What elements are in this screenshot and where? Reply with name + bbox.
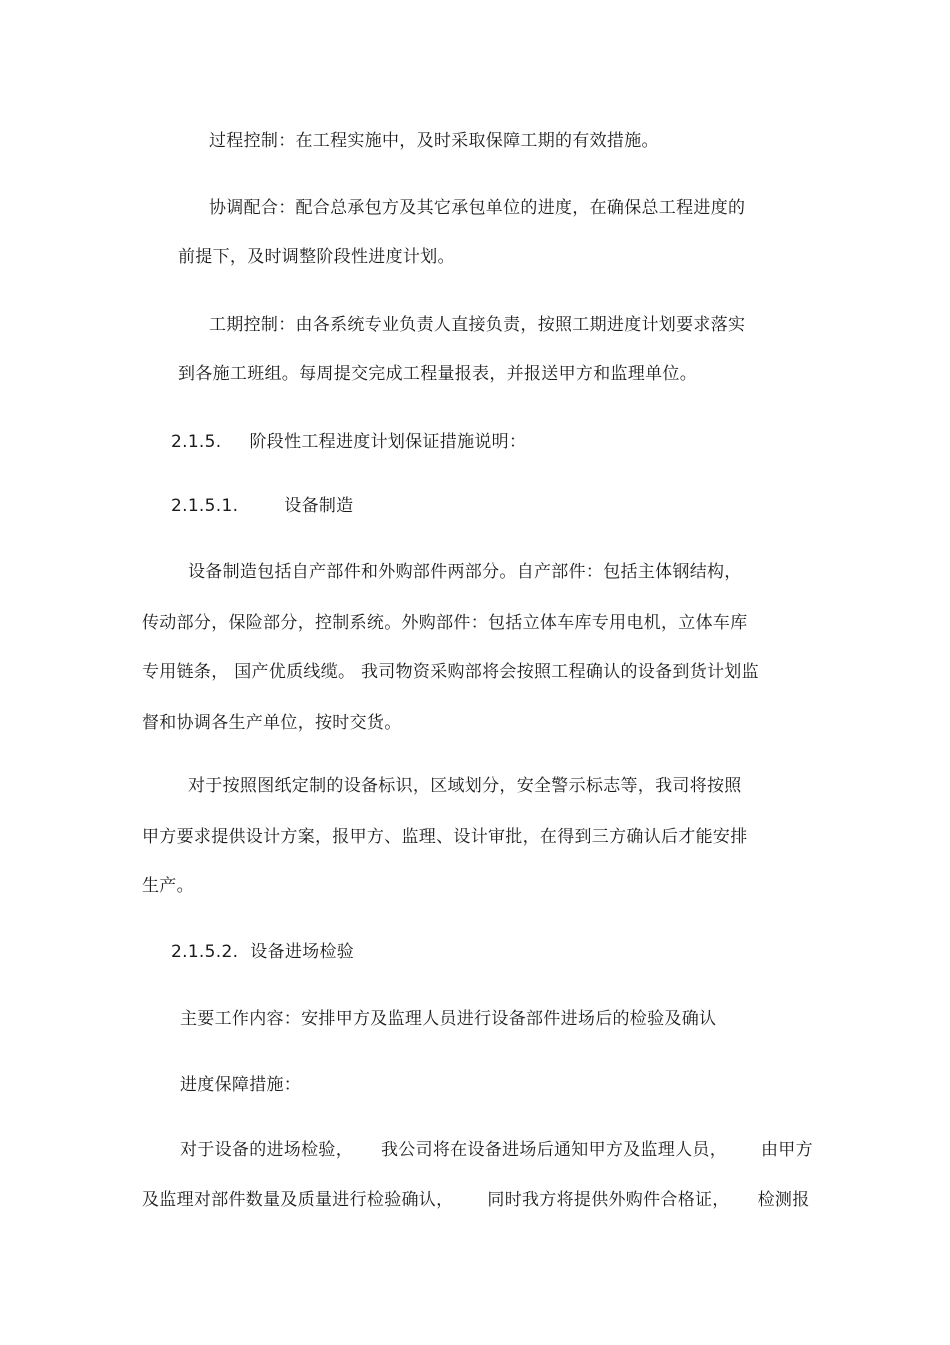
text-line: 过程控制：在工程实施中，及时采取保障工期的有效措施。 <box>209 131 659 151</box>
text-line: 前提下，及时调整阶段性进度计划。 <box>178 247 455 267</box>
paragraph-equipment-manufacturing-line-2 <box>142 611 748 635</box>
heading-number: 2.1.5.1. <box>171 496 239 516</box>
heading-number: 2.1.5.2. <box>171 942 239 962</box>
paragraph-equipment-manufacturing-line-1 <box>188 560 742 584</box>
text-fragment: 检测报 <box>757 1190 810 1210</box>
paragraph-equipment-manufacturing-line-4 <box>142 711 402 735</box>
heading-2-1-5-2 <box>171 940 354 964</box>
paragraph-custom-marking-line-1 <box>188 774 742 798</box>
heading-title: 设备制造 <box>284 496 354 516</box>
paragraph-schedule-control-line-1 <box>209 313 745 337</box>
text-line: 工期控制：由各系统专业负责人直接负责，按照工期进度计划要求落实 <box>209 315 746 335</box>
text-line: 传动部分，保险部分，控制系统。外购部件：包括立体车库专用电机，立体车库 <box>142 613 748 633</box>
paragraph-site-inspection-line-1 <box>180 1138 813 1162</box>
text-line: 进度保障措施： <box>180 1075 302 1095</box>
paragraph-coordination-line-2 <box>178 245 455 269</box>
heading-number: 2.1.5. <box>171 432 222 452</box>
heading-title: 设备进场检验 <box>250 942 355 962</box>
text-fragment: 我公司将在设备进场后通知甲方及监理人员， <box>381 1140 727 1160</box>
paragraph-custom-marking-line-3 <box>142 874 194 898</box>
paragraph-schedule-guarantee-label <box>180 1073 301 1097</box>
text-line: 协调配合：配合总承包方及其它承包单位的进度，在确保总工程进度的 <box>209 198 746 218</box>
paragraph-site-inspection-line-2 <box>142 1188 810 1212</box>
heading-2-1-5 <box>171 430 526 454</box>
paragraph-process-control <box>209 129 659 153</box>
text-fragment: 同时我方将提供外购件合格证， <box>487 1190 730 1210</box>
text-line: 专用链条， 国产优质线缆。 我司物资采购部将会按照工程确认的设备到货计划监 <box>142 662 759 682</box>
paragraph-equipment-manufacturing-line-3 <box>142 660 759 684</box>
text-line: 对于按照图纸定制的设备标识，区域划分，安全警示标志等，我司将按照 <box>188 776 742 796</box>
text-line: 主要工作内容：安排甲方及监理人员进行设备部件进场后的检验及确认 <box>180 1009 717 1029</box>
paragraph-schedule-control-line-2 <box>178 362 697 386</box>
text-line: 督和协调各生产单位，按时交货。 <box>142 713 402 733</box>
text-fragment: 对于设备的进场检验， <box>180 1140 353 1160</box>
text-line: 生产。 <box>142 876 194 896</box>
text-fragment: 及监理对部件数量及质量进行检验确认， <box>142 1190 454 1210</box>
text-line: 设备制造包括自产部件和外购部件两部分。自产部件：包括主体钢结构， <box>188 562 742 582</box>
paragraph-custom-marking-line-2 <box>142 825 748 849</box>
text-fragment: 由甲方 <box>761 1140 813 1160</box>
paragraph-main-work-content <box>180 1007 716 1031</box>
heading-2-1-5-1 <box>171 494 353 518</box>
paragraph-coordination-line-1 <box>209 196 745 220</box>
heading-title: 阶段性工程进度计划保证措施说明： <box>249 432 527 452</box>
text-line: 甲方要求提供设计方案，报甲方、监理、设计审批，在得到三方确认后才能安排 <box>142 827 748 847</box>
text-line: 到各施工班组。每周提交完成工程量报表，并报送甲方和监理单位。 <box>178 364 697 384</box>
